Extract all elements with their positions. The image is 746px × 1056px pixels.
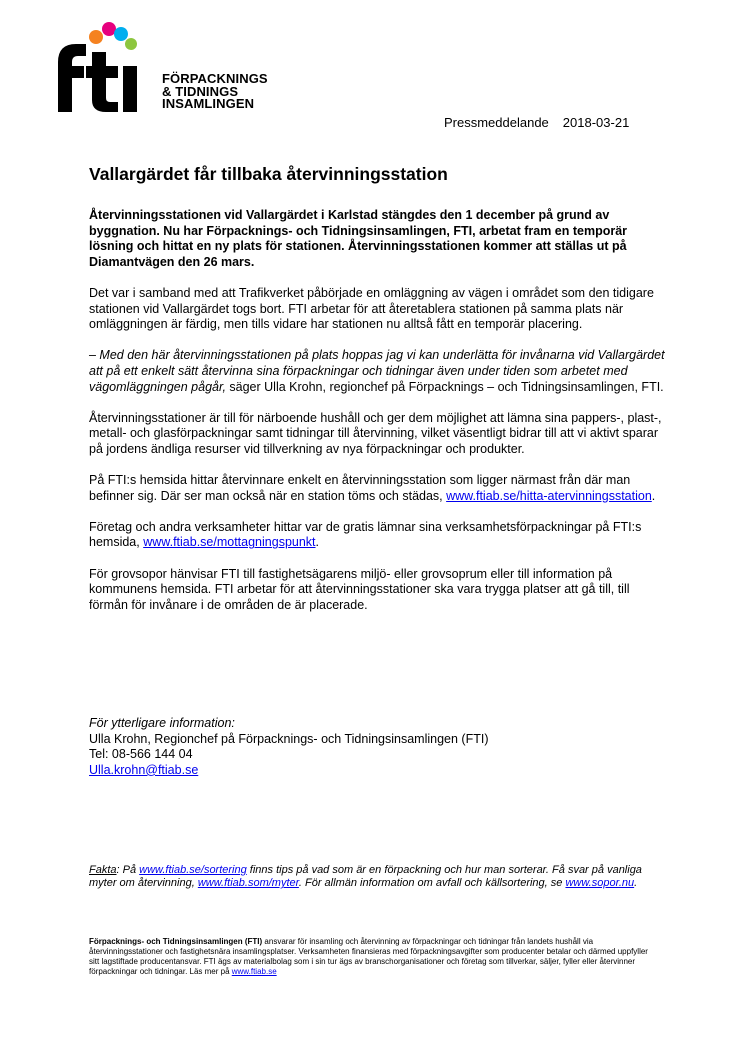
- document-date: 2018-03-21: [562, 115, 630, 130]
- link-mottagningspunkt[interactable]: www.ftiab.se/mottagningspunkt: [143, 535, 316, 550]
- logo-dot-pink: [102, 22, 116, 36]
- paragraph-6: För grovsopor hänvisar FTI till fastighetsägarens miljö- eller grovsoprum eller till information på kommunens hemsida. FTI arbetar för att återvinningsstationer ska vara trygga platser att gå till, till förmån för invånare i de områden de är placerade.: [89, 566, 630, 612]
- logo-line-3: INSAMLINGEN: [162, 96, 255, 111]
- paragraph-1: Det var i samband med att Trafikverket påbörjade en omläggning av vägen i området som den tidigare stationen vid Vallargärdet togs bort. FTI arbetar för att återetablera stationen på samma plats när omläggningen är färdig, men tills vidare har stationen nu alltså fått en temporär placering.: [89, 285, 654, 332]
- fti-logo-mark: [48, 22, 168, 122]
- lead-paragraph: Återvinningsstationen vid Vallargärdet i Karlstad stängdes den 1 december på grund av byggnation. Nu har Förpacknings- och Tidningsinsamlingen, FTI, arbetat fram en temporär lösning och hittat en ny plats för stationen. Återvinningsstationen kommer att ställas ut på Diamantvägen den 26 mars.: [89, 208, 628, 269]
- logo-wordmark: [162, 73, 268, 111]
- paragraph-4-end: .: [651, 488, 656, 503]
- paragraph-5-end: .: [315, 535, 320, 550]
- document-type: Pressmeddelande: [444, 115, 549, 130]
- fakta-text-2: finns tips på vad som är en förpackning och hur man sorterar. Få svar på vanliga myter om återvinning,: [89, 864, 642, 890]
- logo-dot-orange: [89, 30, 103, 44]
- quote-paragraph: [89, 348, 669, 395]
- footer-org-name: Förpacknings- och Tidningsinsamlingen (FTI): [89, 937, 263, 946]
- footer-link-ftiab[interactable]: www.ftiab.se: [231, 967, 277, 976]
- quote-attribution: säger Ulla Krohn, regionchef på Förpacknings – och Tidningsinsamlingen, FTI.: [225, 379, 664, 394]
- footer-about: [89, 937, 659, 977]
- fakta-text-1: : På: [116, 864, 140, 876]
- link-sortering[interactable]: www.ftiab.se/sortering: [139, 864, 247, 876]
- contact-heading: För ytterligare information:: [89, 716, 235, 730]
- paragraph-5-text: Företag och andra verksamheter hittar var de gratis lämnar sina verksamhetsförpackningar på FTI:s hemsida,: [89, 519, 642, 550]
- paragraph-3: Återvinningsstationer är till för närboende hushåll och ger dem möjlighet att lämna sina pappers-, plast-, metall- och glasförpackningar samt tidningar till återvinning, vilket väsentligt bidrar till att vi aktivt sparar på jordens ändliga resurser vid tillverkning av nya förpackningar och produkter.: [89, 410, 662, 456]
- logo-dot-green: [125, 38, 137, 50]
- contact-name: Ulla Krohn, Regionchef på Förpacknings- och Tidningsinsamlingen (FTI): [89, 731, 489, 746]
- link-sopor[interactable]: www.sopor.nu: [565, 877, 635, 890]
- paragraph-4-text: På FTI:s hemsida hittar återvinnare enkelt en återvinningsstation som ligger närmast från där man befinner sig. Där ser man också när en station töms och städas,: [89, 473, 631, 503]
- contact-tel: Tel: 08-566 144 04: [89, 747, 193, 762]
- fakta-text-4: .: [634, 877, 638, 890]
- logo-dot-cyan: [114, 27, 128, 41]
- logo-letter-i: [123, 66, 137, 112]
- press-header: [444, 115, 629, 130]
- fakta-box: [89, 864, 649, 890]
- logo-letter-t: [86, 52, 118, 112]
- page-title: Vallargärdet får tillbaka återvinningsstation: [89, 164, 448, 184]
- footer-text: ansvarar för insamling och återvinning av förpackningar och tidningar från landets hushåll via återvinningsstationer och fastighetsnära insamlingsplatser. Verksamheten finansieras med förpackningsavgifter som producenter betalar och därmed uppfyller sitt lagstiftade producentansvar. FTI ägs av materialbolag som i sin tur ägs av branschorganisationer och företag som tillverkar, säljer, fyller eller återvinner förpackningar och tidningar. Läs mer på: [89, 937, 648, 976]
- link-myter[interactable]: www.ftiab.som/myter: [197, 877, 299, 890]
- logo-line-2: & TIDNINGS: [162, 83, 239, 99]
- article-body: [89, 208, 669, 629]
- fakta-label: Fakta: [89, 864, 117, 876]
- paragraph-5: [89, 520, 669, 551]
- contact-email-link[interactable]: Ulla.krohn@ftiab.se: [89, 762, 199, 777]
- logo-letter-f: [58, 44, 86, 112]
- fakta-text-3: . För allmän information om avfall och källsortering, se: [298, 877, 566, 890]
- quote-text: – Med den här återvinningsstationen på plats hoppas jag vi kan underlätta för invånarna vid Vallargärdet att på ett enkelt sätt återvinna sina förpackningar och tidningar även under tiden som arbetet med vägomläggningen pågår,: [89, 348, 665, 394]
- contact-block: [89, 716, 669, 778]
- paragraph-4: [89, 473, 669, 504]
- logo-line-1: FÖRPACKNINGS: [162, 71, 268, 86]
- link-hitta-atervinningsstation[interactable]: www.ftiab.se/hitta-atervinningsstation: [446, 488, 652, 503]
